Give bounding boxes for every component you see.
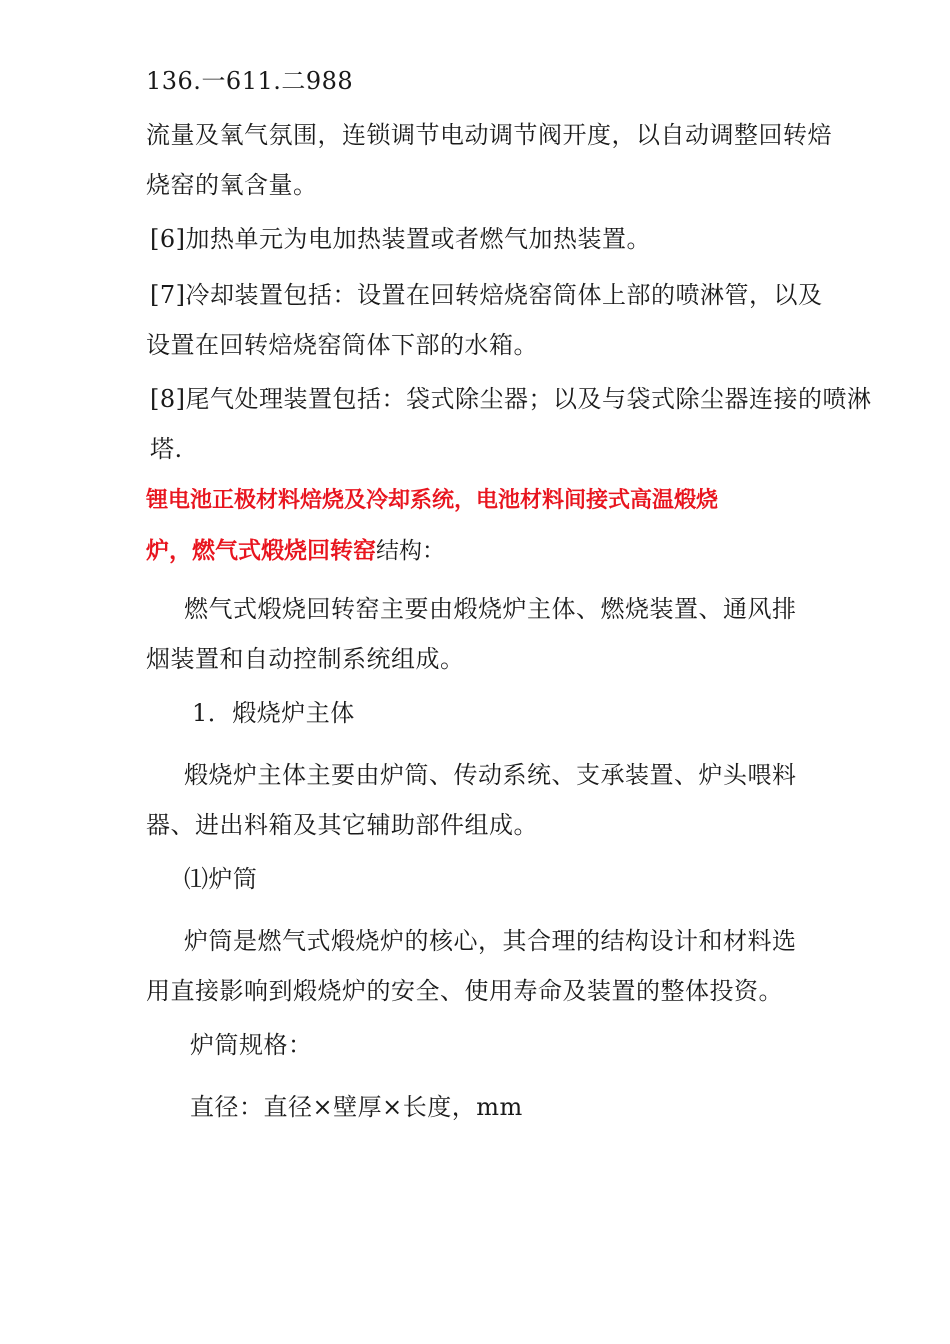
text-line-13: 1．煅烧炉主体 xyxy=(192,699,355,727)
text-line-3: 烧窑的氧含量。 xyxy=(146,171,318,199)
text-line-16: ⑴炉筒 xyxy=(184,865,258,893)
text-line-8: 塔. xyxy=(150,435,183,463)
text-line-20: 直径：直径×壁厚×长度，mm xyxy=(190,1093,523,1121)
section-heading-line-2 xyxy=(146,536,445,566)
section-heading-black-part: 结构： xyxy=(376,538,445,564)
text-line-5: [7]冷却装置包括：设置在回转焙烧窑筒体上部的喷淋管，以及 xyxy=(150,281,823,309)
text-line-4: [6]加热单元为电加热装置或者燃气加热装置。 xyxy=(150,225,651,253)
text-line-2: 流量及氧气氛围，连锁调节电动调节阀开度，以自动调整回转焙 xyxy=(146,121,832,149)
text-line-17: 炉筒是燃气式煅烧炉的核心，其合理的结构设计和材料选 xyxy=(184,927,797,955)
text-line-12: 烟装置和自动控制系统组成。 xyxy=(146,645,465,673)
text-line-7: [8]尾气处理装置包括：袋式除尘器；以及与袋式除尘器连接的喷淋 xyxy=(150,385,872,413)
text-line-6: 设置在回转焙烧窑筒体下部的水箱。 xyxy=(146,331,538,359)
text-line-11: 燃气式煅烧回转窑主要由煅烧炉主体、燃烧装置、通风排 xyxy=(184,595,797,623)
text-line-15: 器、进出料箱及其它辅助部件组成。 xyxy=(146,811,538,839)
text-line-1: 136.一611.二988 xyxy=(146,67,354,95)
text-line-19: 炉筒规格： xyxy=(190,1031,313,1059)
text-line-18: 用直接影响到煅烧炉的安全、使用寿命及装置的整体投资。 xyxy=(146,977,783,1005)
text-line-14: 煅烧炉主体主要由炉筒、传动系统、支承装置、炉头喂料 xyxy=(184,761,797,789)
section-heading-red-part: 炉，燃气式煅烧回转窑 xyxy=(146,538,376,564)
section-heading-line-1: 锂电池正极材料焙烧及冷却系统，电池材料间接式高温煅烧 xyxy=(146,488,719,513)
